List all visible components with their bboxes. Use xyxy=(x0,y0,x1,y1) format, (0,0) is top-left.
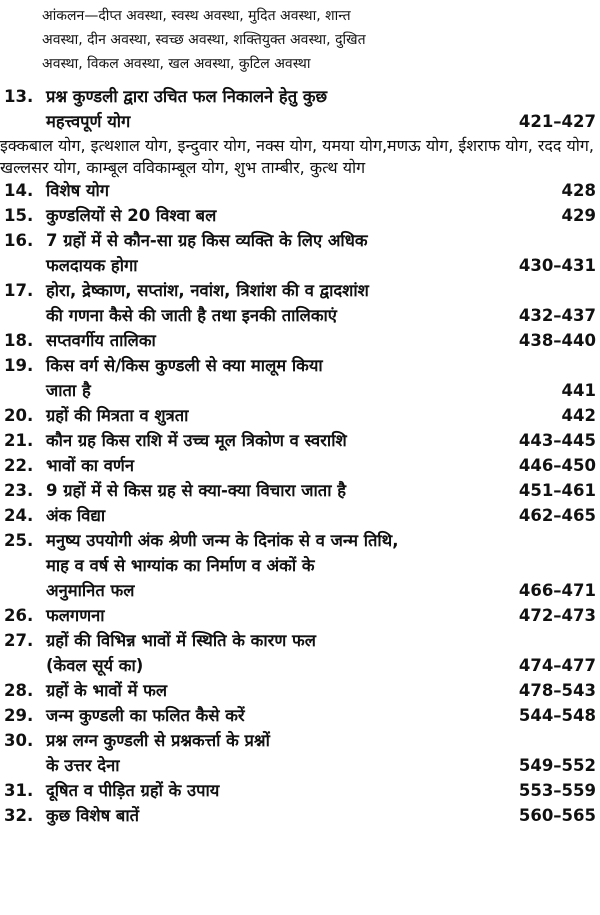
entry-page-range: 430–431 xyxy=(518,256,596,275)
entry-number: 18. xyxy=(4,331,34,350)
entry-title-line: ग्रहों की मित्रता व शुत्रता xyxy=(46,406,189,425)
entry-page-range: 446–450 xyxy=(518,456,596,475)
entry-number: 32. xyxy=(4,806,34,825)
entry-page-range: 478–543 xyxy=(518,681,596,700)
entry-title-line: विशेष योग xyxy=(46,181,110,200)
entry-number: 15. xyxy=(4,206,34,225)
entry-title xyxy=(46,528,482,603)
toc-entry xyxy=(0,228,600,278)
entry-number: 27. xyxy=(4,631,34,650)
entry-number: 13. xyxy=(4,87,34,106)
entry-title xyxy=(46,328,482,353)
entry-title-line: महत्त्वपूर्ण योग xyxy=(46,112,131,131)
continuation-line: अवस्था, दीन अवस्था, स्वच्छ अवस्था, शक्तियुक्त अवस्था, दुखित xyxy=(42,32,366,48)
entry-page-range: 466–471 xyxy=(518,581,596,600)
entry-title-line: कौन ग्रह किस राशि में उच्च मूल त्रिकोण व स्वराशि xyxy=(46,431,347,450)
toc-entry xyxy=(0,628,600,678)
entry-page-range: 442 xyxy=(561,406,596,425)
entry-page-range: 428 xyxy=(561,181,596,200)
entry-number: 29. xyxy=(4,706,34,725)
entry-title-line: ग्रहों की विभिन्न भावों में स्थिति के कारण फल xyxy=(46,631,316,650)
entry-page-range: 443–445 xyxy=(518,431,596,450)
entry-page-range: 441 xyxy=(561,381,596,400)
entry-title xyxy=(46,478,482,503)
entry-page-range: 544–548 xyxy=(518,706,596,725)
entry-number: 31. xyxy=(4,781,34,800)
entry-title xyxy=(46,403,482,428)
entry-number: 14. xyxy=(4,181,34,200)
entry-title-line: फलगणना xyxy=(46,606,105,625)
entry-number: 19. xyxy=(4,356,34,375)
entry-title-line: 7 ग्रहों में से कौन-सा ग्रह किस व्यक्ति के लिए अधिक xyxy=(46,231,368,250)
entry-number: 22. xyxy=(4,456,34,475)
entry-title-line: की गणना कैसे की जाती है तथा इनकी तालिकाएं xyxy=(46,306,337,325)
toc-entry xyxy=(0,603,600,628)
entry-page-range: 421–427 xyxy=(518,112,596,131)
entry-title-line: के उत्तर देना xyxy=(46,756,120,775)
entry-subtopics xyxy=(0,134,600,178)
entry-number: 28. xyxy=(4,681,34,700)
entry-page-range: 429 xyxy=(561,206,596,225)
entry-title-line: अंक विद्या xyxy=(46,506,106,525)
entry-title xyxy=(46,703,482,728)
entry-title xyxy=(46,178,482,203)
entry-page-range: 549–552 xyxy=(518,756,596,775)
toc-entry xyxy=(0,203,600,228)
toc-entry xyxy=(0,728,600,778)
toc-entry xyxy=(0,178,600,203)
toc-entry xyxy=(0,478,600,503)
entry-number: 30. xyxy=(4,731,34,750)
entry-title xyxy=(46,453,482,478)
toc-entry xyxy=(0,328,600,353)
entry-page-range: 432–437 xyxy=(518,306,596,325)
entry-title xyxy=(46,778,482,803)
entry-title-line: प्रश्न कुण्डली द्वारा उचित फल निकालने हेतु कुछ xyxy=(46,87,328,106)
entry-title-line: ग्रहों के भावों में फल xyxy=(46,681,168,700)
entry-title-line: सप्तवर्गीय तालिका xyxy=(46,331,156,350)
continuation-line: आंकलन—दीप्त अवस्था, स्वस्थ अवस्था, मुदित अवस्था, शान्त xyxy=(42,8,351,24)
continuation-text xyxy=(42,4,582,76)
entry-page-range: 474–477 xyxy=(518,656,596,675)
entry-title xyxy=(46,84,482,134)
entry-title-line: होरा, द्रेष्काण, सप्तांश, नवांश, त्रिशांश की व द्वादशांश xyxy=(46,281,369,300)
continuation-line: अवस्था, विकल अवस्था, खल अवस्था, कुटिल अवस्था xyxy=(42,56,311,72)
entry-title-line: अनुमानित फल xyxy=(46,581,135,600)
entry-number: 25. xyxy=(4,531,34,550)
entry-title xyxy=(46,203,482,228)
entry-page-range: 462–465 xyxy=(518,506,596,525)
toc-entry xyxy=(0,428,600,453)
toc-entry xyxy=(0,453,600,478)
entry-title xyxy=(46,628,482,678)
entry-page-range: 553–559 xyxy=(518,781,596,800)
entry-number: 17. xyxy=(4,281,34,300)
toc-entry xyxy=(0,528,600,603)
entry-number: 16. xyxy=(4,231,34,250)
entry-title-line: (केवल सूर्य का) xyxy=(46,656,144,675)
entry-title xyxy=(46,678,482,703)
entry-title-line: प्रश्न लग्न कुण्डली से प्रश्नकर्त्ता के प्रश्नों xyxy=(46,731,270,750)
toc-entry xyxy=(0,84,600,134)
toc-entry xyxy=(0,803,600,828)
entry-title-line: भावों का वर्णन xyxy=(46,456,135,475)
toc-entry xyxy=(0,403,600,428)
toc-entries xyxy=(0,84,600,828)
entry-number: 23. xyxy=(4,481,34,500)
toc-entry xyxy=(0,778,600,803)
subtopic-line: विकाम्बूल योग, शुभ ताम्बीर, कुत्थ योग xyxy=(141,158,366,177)
subtopic-line: इक्कबाल योग, इत्थशाल योग, इन्दुवार योग, नक्स योग, यमया योग, xyxy=(0,136,388,155)
entry-number: 24. xyxy=(4,506,34,525)
entry-title xyxy=(46,603,482,628)
entry-title xyxy=(46,353,482,403)
toc-entry xyxy=(0,278,600,328)
entry-title-line: किस वर्ग से/किस कुण्डली से क्या मालूम किया xyxy=(46,356,323,375)
entry-title xyxy=(46,228,482,278)
entry-title xyxy=(46,503,482,528)
toc-entry xyxy=(0,703,600,728)
entry-page-range: 472–473 xyxy=(518,606,596,625)
subtopic-line: मणऊ योग, ईशराफ योग, रदद योग, खल्लसर योग, काम्बूल व xyxy=(0,136,595,177)
entry-title-line: मनुष्य उपयोगी अंक श्रेणी जन्म के दिनांक से व जन्म तिथि, xyxy=(46,531,399,550)
entry-title-line: माह व वर्ष से भाग्यांक का निर्माण व अंकों के xyxy=(46,556,315,575)
entry-page-range: 451–461 xyxy=(518,481,596,500)
entry-number: 20. xyxy=(4,406,34,425)
entry-title xyxy=(46,428,482,453)
entry-page-range: 438–440 xyxy=(518,331,596,350)
entry-number: 21. xyxy=(4,431,34,450)
toc-entry xyxy=(0,353,600,403)
entry-title-line: कुण्डलियों से 20 विश्वा बल xyxy=(46,206,217,225)
entry-title xyxy=(46,728,482,778)
entry-title-line: जाता है xyxy=(46,381,91,400)
entry-title xyxy=(46,278,482,328)
entry-title-line: दूषित व पीड़ित ग्रहों के उपाय xyxy=(46,781,220,800)
entry-page-range: 560–565 xyxy=(518,806,596,825)
toc-entry xyxy=(0,503,600,528)
entry-title-line: फलदायक होगा xyxy=(46,256,138,275)
entry-title xyxy=(46,803,482,828)
entry-title-line: कुछ विशेष बातें xyxy=(46,806,140,825)
toc-entry xyxy=(0,678,600,703)
entry-title-line: जन्म कुण्डली का फलित कैसे करें xyxy=(46,706,245,725)
entry-title-line: 9 ग्रहों में से किस ग्रह से क्या-क्या विचारा जाता है xyxy=(46,481,346,500)
entry-number: 26. xyxy=(4,606,34,625)
